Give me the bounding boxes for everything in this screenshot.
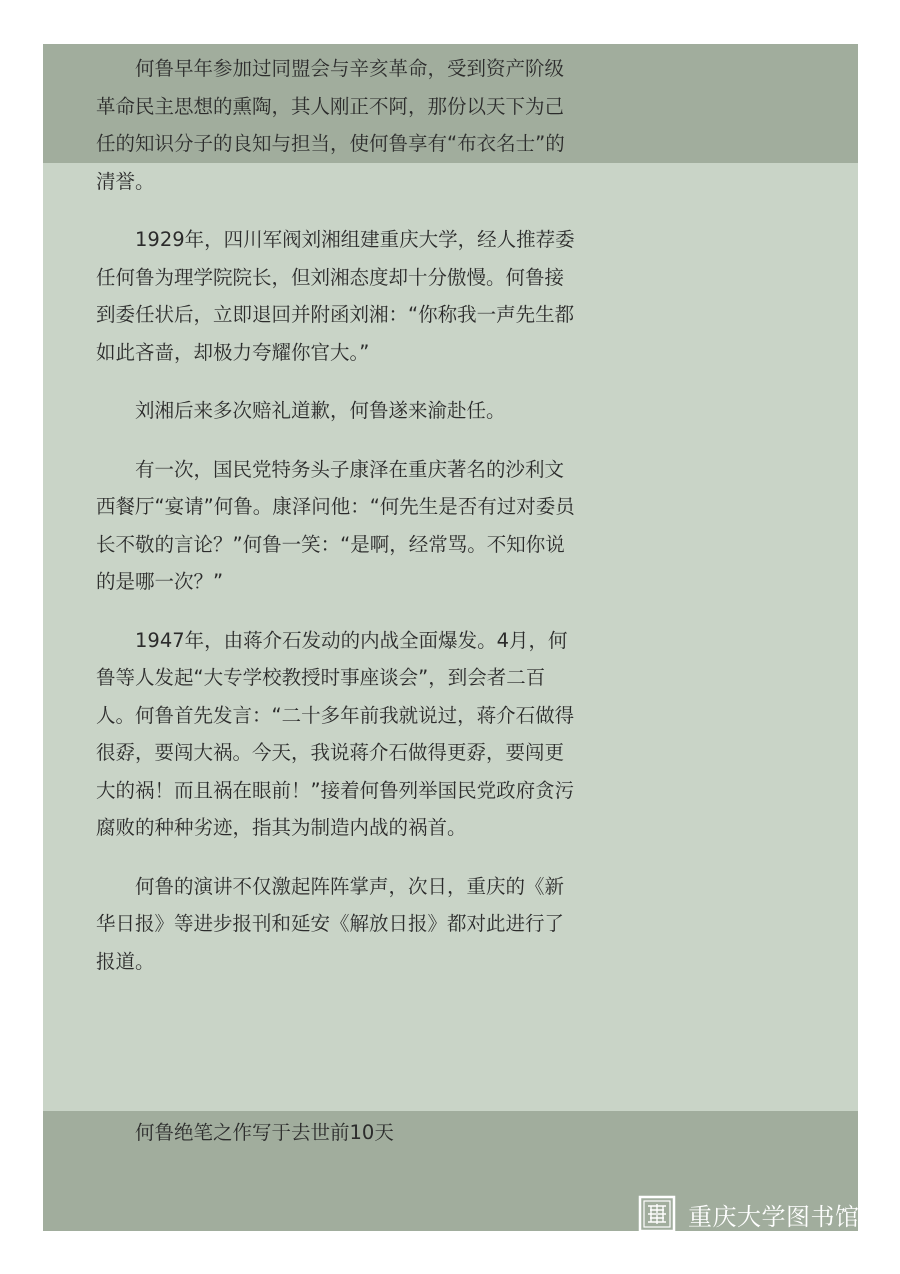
paragraph: 有一次，国民党特务头子康泽在重庆著名的沙利文西餐厅“宴请”何鲁。康泽问他：“何先生是否有过对委员长不敬的言论？”何鲁一笑：“是啊，经常骂。不知你说的是哪一次？” (96, 457, 575, 593)
paragraph: 何鲁的演讲不仅激起阵阵掌声，次日，重庆的《新华日报》等进步报刊和延安《解放日报》都对此进行了报道。 (96, 874, 565, 973)
paragraph: 1929年，四川军阀刘湘组建重庆大学，经人推荐委任何鲁为理学院院长，但刘湘态度却十分傲慢。何鲁接到委任状后，立即退回并附函刘湘：“你称我一声先生都如此吝啬，却极力夸耀你官大。” (96, 228, 575, 364)
closing-heading: 何鲁绝笔之作写于去世前10天 (135, 1121, 394, 1144)
paragraph: 何鲁早年参加过同盟会与辛亥革命，受到资产阶级革命民主思想的熏陶，其人刚正不阿，那份以天下为己任的知识分子的良知与担当，使何鲁享有“布衣名士”的清誉。 (96, 57, 565, 193)
library-seal-icon (638, 1195, 676, 1233)
library-logo (638, 1194, 860, 1234)
paragraph: 刘湘后来多次赔礼道歉，何鲁遂来渝赴任。 (135, 399, 506, 422)
paragraph: 1947年，由蒋介石发动的内战全面爆发。4月，何鲁等人发起“大专学校教授时事座谈会”，到会者二百人。何鲁首先发言：“二十多年前我就说过，蒋介石做得很孬，要闯大祸。今天，我说蒋介石做得更孬，要闯更大的祸！而且祸在眼前！”接着何鲁列举国民党政府贪污腐败的种种劣迹，指其为制造内战的祸首。 (96, 628, 575, 839)
article-body (96, 50, 576, 1001)
library-name: 重庆大学图书馆 (688, 1202, 860, 1231)
